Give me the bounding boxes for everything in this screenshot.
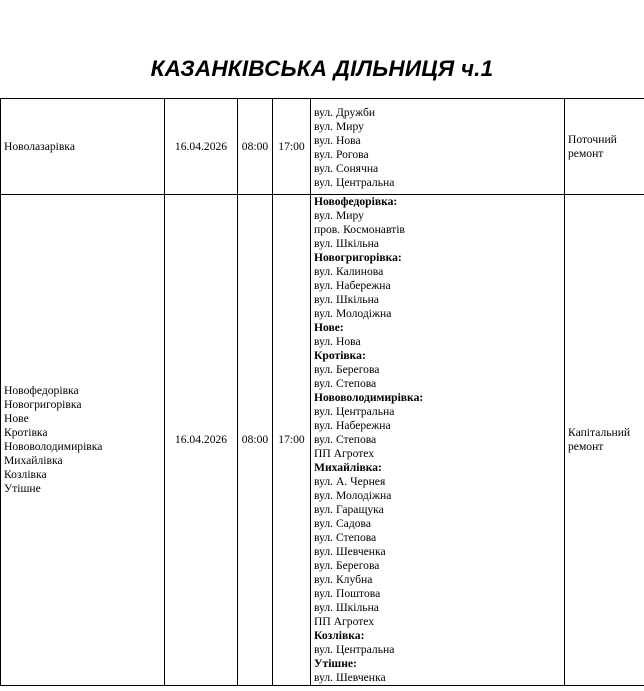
street-line: вул. Степова [314,531,377,544]
village-header: Кротівка: [314,349,366,362]
locations-cell [1,99,165,195]
street-line: вул. Клубна [314,573,373,586]
date-cell: 16.04.2026 [165,195,238,686]
street-line: вул. Молодіжна [314,307,392,320]
street-line: вул. Молодіжна [314,489,392,502]
street-line: вул. Центральна [314,176,395,189]
location-name: Михайлівка [4,454,63,467]
street-line: вул. А. Чернея [314,475,386,488]
location-name: Козлівка [4,468,47,481]
street-line: вул. Шевченка [314,671,386,684]
street-line: вул. Поштова [314,587,381,600]
work-type-line: Капітальний [568,426,631,439]
location-name: Новофедорівка [4,384,79,397]
street-line: вул. Садова [314,517,371,530]
streets-cell [311,195,565,686]
village-header: Михайлівка: [314,461,382,474]
location-name: Кротівка [4,426,48,439]
start-time-cell: 08:00 [238,195,273,686]
location-name: Нововолодимирівка [4,440,103,453]
page-title: КАЗАНКІВСЬКА ДІЛЬНИЦЯ ч.1 [150,56,494,81]
street-line: вул. Гаращука [314,503,384,516]
village-header: Нововолодимирівка: [314,391,424,404]
street-line: ПП Агротех [314,447,375,460]
street-line: вул. Набережна [314,279,391,292]
street-line: вул. Шкільна [314,293,379,306]
street-line: вул. Шкільна [314,601,379,614]
street-line: вул. Миру [314,209,364,222]
street-line: вул. Дружби [314,106,376,119]
table-row [1,99,644,195]
street-line: вул. Калинова [314,265,384,278]
street-line: вул. Нова [314,335,361,348]
street-line: вул. Рогова [314,148,369,161]
work-type-cell [565,195,644,686]
work-type-line: ремонт [568,146,604,160]
street-line: вул. Центральна [314,643,395,656]
village-header: Нове: [314,321,344,334]
start-time-cell: 08:00 [238,99,273,195]
end-time-cell: 17:00 [273,99,311,195]
date-cell: 16.04.2026 [165,99,238,195]
street-line: вул. Степова [314,433,377,446]
street-line: пров. Космонавтів [314,223,405,236]
locations-cell [1,195,165,686]
street-line: вул. Набережна [314,419,391,432]
street-line: ПП Агротех [314,615,375,628]
village-header: Утішне: [314,657,357,670]
streets-cell [311,99,565,195]
street-line: вул. Центральна [314,405,395,418]
street-line: вул. Берегова [314,363,380,376]
table-row [1,195,644,686]
street-line: вул. Миру [314,120,364,133]
street-line: вул. Берегова [314,559,380,572]
work-type-cell [565,99,644,195]
end-time-cell: 17:00 [273,195,311,686]
location-name: Новогригорівка [4,398,82,411]
village-header: Козлівка: [314,629,365,642]
outage-schedule-table [0,98,644,686]
street-line: вул. Нова [314,134,361,147]
village-header: Новофедорівка: [314,195,398,208]
street-line: вул. Степова [314,377,377,390]
work-type-line: ремонт [568,440,604,453]
street-line: вул. Шевченка [314,545,386,558]
village-header: Новогригорівка: [314,251,402,264]
street-line: вул. Шкільна [314,237,379,250]
work-type-line: Поточний [568,132,617,146]
location-name: Утішне [4,482,41,495]
street-line: вул. Сонячна [314,162,379,175]
location-name: Нове [4,412,29,425]
location-name: Новолазарівка [4,139,75,153]
